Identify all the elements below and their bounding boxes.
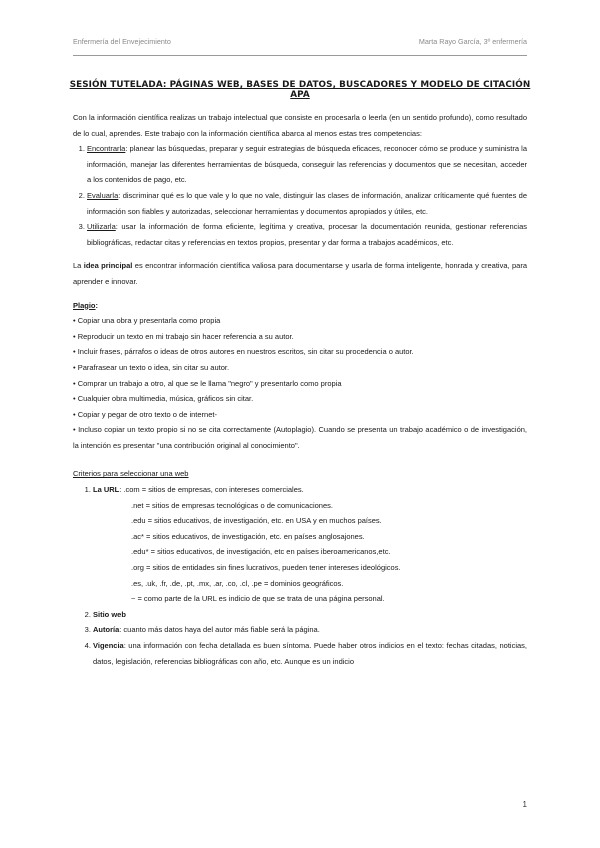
competency-text: : planear las búsquedas, preparar y seguir estrategias de búsqueda eficaces, reconocer cómo se produce y suministra la información, manejar las diferentes herramientas de búsqueda, conseguir las referencias y documentos que se necesitan, acceder a los contenidos de pago, etc. [87, 144, 527, 185]
plagio-heading-text: Plagio [73, 300, 96, 310]
criterio-sitio [93, 607, 527, 623]
url-first-line: : .com = sitios de empresas, con intereses comerciales. [119, 485, 304, 495]
plagio-item: • Comprar un trabajo a otro, al que se le llama "negro" y presentarlo como propia [73, 378, 342, 388]
competency-term: Encontrarla [87, 144, 126, 154]
main-idea-paragraph [73, 258, 527, 289]
competency-item [87, 188, 527, 219]
competencies-list [73, 141, 527, 250]
url-line: .ac* = sitios educativos, de investigación, etc. en países anglosajones. [131, 531, 365, 541]
header-rule [73, 55, 527, 56]
page-number: 1 [522, 800, 527, 809]
competency-text: : usar la información de forma eficiente, legítima y creativa, procesar la documentación reunida, gestionar referencias bibliográficas, redactar citas y referencias en textos propios, presentar y dar forma a trabajos académicos, etc. [87, 222, 527, 247]
idea-bold: idea principal [83, 261, 133, 271]
url-line: .es, .uk, .fr, .de, .pt, .mx, .ar, .co, .cl, .pe = dominios geográficos. [131, 578, 344, 588]
document-body [73, 110, 527, 669]
vigencia-text: : una información con fecha detallada es buen síntoma. Puede haber otros indicios en el texto: fechas citadas, noticias, datos, legislación, referencias bibliográficas con año, etc. Aunque es un indicio [93, 641, 527, 666]
url-line: .edu* = sitios educativos, de investigación, etc en países iberoamericanos,etc. [131, 547, 391, 557]
plagio-item: • Parafrasear un texto o idea, sin citar su autor. [73, 362, 230, 372]
vigencia-label: Vigencia [93, 641, 124, 650]
sitio-label: Sitio web [93, 609, 126, 619]
url-line: .net = sitios de empresas tecnológicas o de comunicaciones. [131, 500, 333, 510]
intro-paragraph: Con la información científica realizas un trabajo intelectual que consiste en procesarla o leerla (en un sentido profundo), como resultado de lo cual, aprendes. Este trabajo con la información científica abarca al menos estas tres competencias: [73, 113, 527, 138]
plagio-item: • Copiar y pegar de otro texto o de internet- [73, 409, 217, 419]
criterios-list [73, 482, 527, 669]
url-line: ~ = como parte de la URL es indicio de que se trata de una página personal. [131, 594, 385, 604]
criterio-vigencia [93, 638, 527, 669]
competency-term: Utilizarla [87, 222, 116, 232]
competency-item [87, 219, 527, 250]
url-label: La URL [93, 485, 120, 495]
plagio-item: • Incluso copiar un texto propio si no se cita correctamente (Autoplagio). Cuando se presenta un trabajo académico o de investigación, la intención es presentar "una contribución original al conocimiento". [73, 425, 527, 450]
url-line: .edu = sitios educativos, de investigación, etc. en USA y en muchos países. [131, 516, 382, 526]
plagio-item: • Cualquier obra multimedia, música, gráficos sin citar. [73, 394, 254, 404]
plagio-colon: : [95, 300, 99, 310]
criterio-autoria [93, 622, 527, 638]
document-title: SESIÓN TUTELADA: PÁGINAS WEB, BASES DE DATOS, BUSCADORES Y MODELO DE CITACIÓN APA [69, 80, 531, 100]
plagio-list [73, 313, 527, 453]
url-line: .org = sitios de entidades sin fines lucrativos, pueden tener intereses ideológicos. [131, 563, 401, 573]
criterios-heading: Criterios para seleccionar una web [73, 469, 189, 479]
competency-item [87, 141, 527, 188]
idea-pre: La [73, 261, 84, 271]
autoria-label: Autoría [93, 625, 120, 635]
plagio-item: • Reproducir un texto en mi trabajo sin hacer referencia a su autor. [73, 331, 294, 341]
page-header [73, 37, 527, 46]
header-right: Marta Rayo García, 3º enfermería [418, 37, 527, 46]
competency-term: Evaluarla [87, 190, 119, 200]
plagio-item: • Copiar una obra y presentarla como propia [73, 316, 221, 326]
competency-text: : discriminar qué es lo que vale y lo que no vale, distinguir las clases de información, analizar críticamente qué fuentes de información son fiables y autorizadas, seleccionar herramientas y documentos apropiados y útiles, etc. [87, 190, 527, 216]
autoria-text: : cuanto más datos haya del autor más fiable será la página. [119, 625, 320, 635]
header-left: Enfermería del Envejecimiento [73, 37, 171, 46]
plagio-item: • Incluir frases, párrafos o ideas de otros autores en nuestros escritos, sin citar su procedencia o autor. [73, 347, 414, 357]
plagio-heading [73, 298, 527, 314]
idea-post: es encontrar información científica valiosa para documentarse y usarla de forma inteligente, honrada y creativa, para aprender e innovar. [73, 261, 527, 286]
criterio-url [93, 482, 527, 607]
